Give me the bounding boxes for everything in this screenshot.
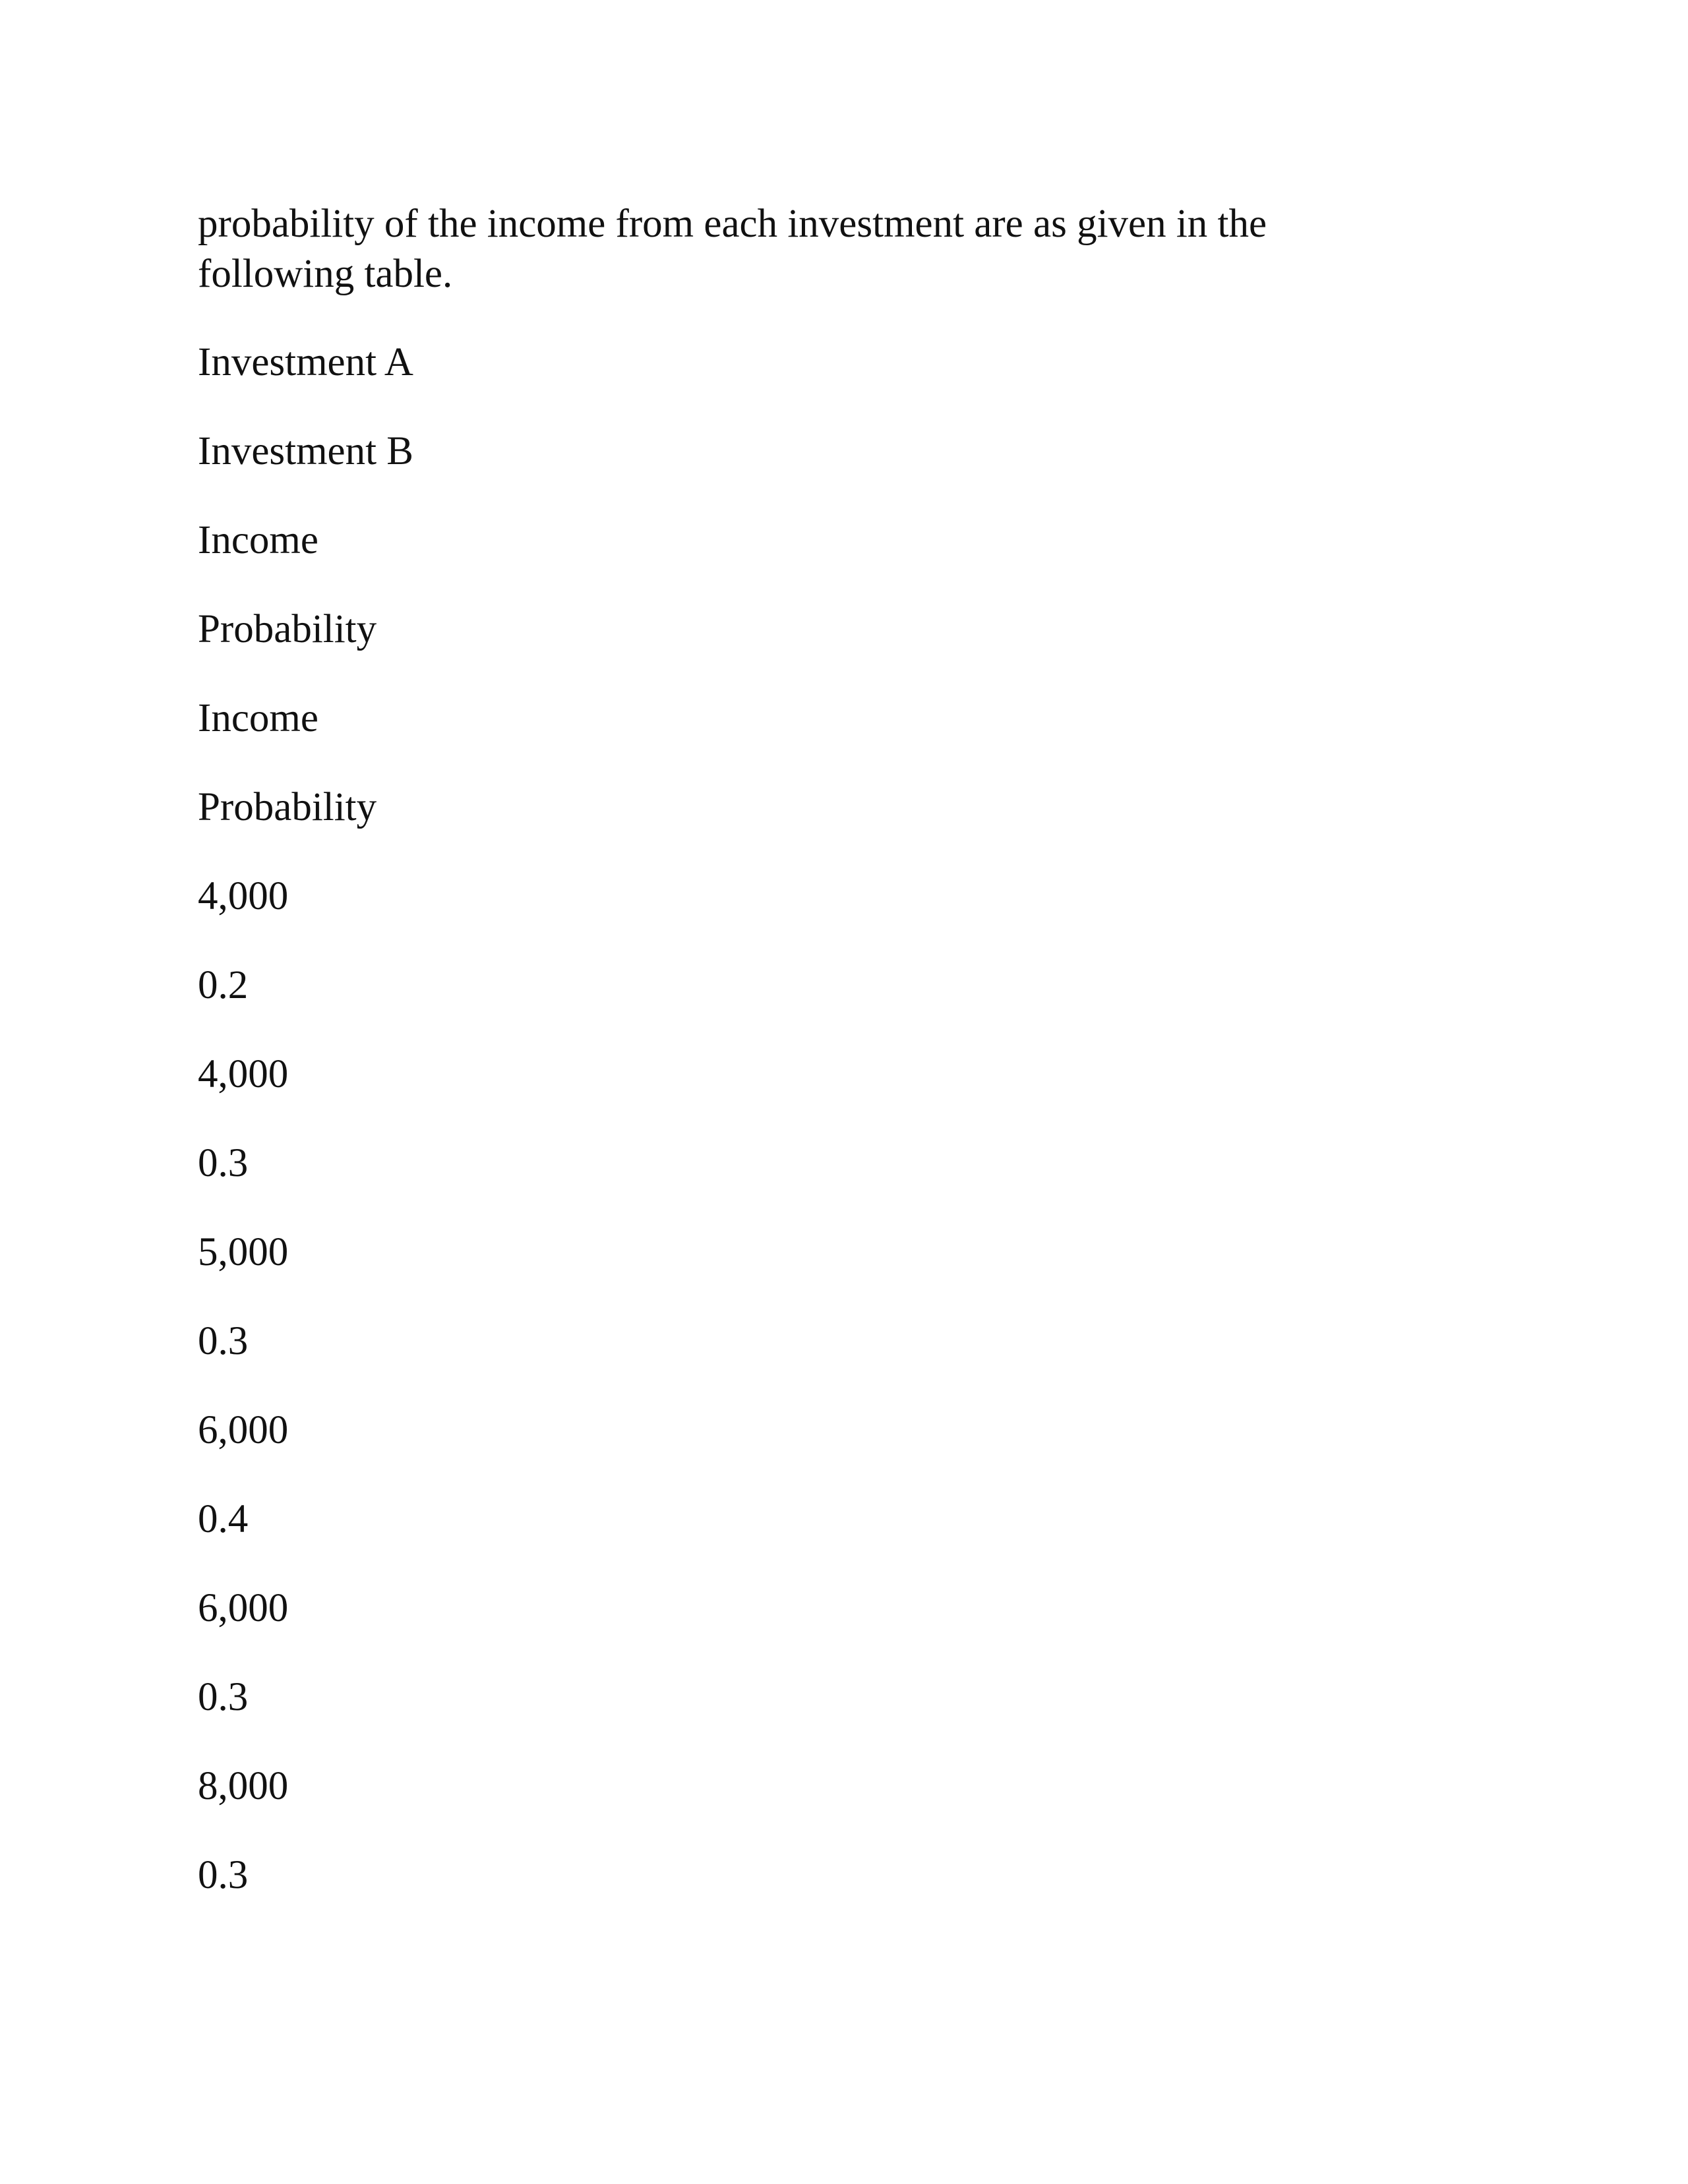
- line-value: 4,000: [198, 874, 289, 918]
- line-value: 0.3: [198, 1319, 249, 1363]
- line-value: 0.2: [198, 963, 249, 1007]
- intro-line-2: following table.: [198, 252, 453, 296]
- line-probability-a: Probability: [198, 607, 377, 651]
- line-value: 0.4: [198, 1497, 249, 1541]
- line-value: 6,000: [198, 1408, 289, 1452]
- line-value: 0.3: [198, 1141, 249, 1185]
- intro-paragraph: [198, 199, 1517, 299]
- table-text-lines: [198, 338, 413, 1939]
- line-value: 8,000: [198, 1764, 289, 1808]
- line-income-b: Income: [198, 696, 318, 740]
- line-value: 0.3: [198, 1853, 249, 1897]
- line-investment-a: Investment A: [198, 340, 413, 384]
- intro-line-1: probability of the income from each investment are as given in the: [198, 202, 1267, 246]
- line-value: 5,000: [198, 1230, 289, 1274]
- line-value: 0.3: [198, 1675, 249, 1719]
- line-value: 4,000: [198, 1052, 289, 1096]
- line-investment-b: Investment B: [198, 429, 413, 473]
- line-value: 6,000: [198, 1586, 289, 1630]
- line-probability-b: Probability: [198, 785, 377, 829]
- line-income-a: Income: [198, 518, 318, 562]
